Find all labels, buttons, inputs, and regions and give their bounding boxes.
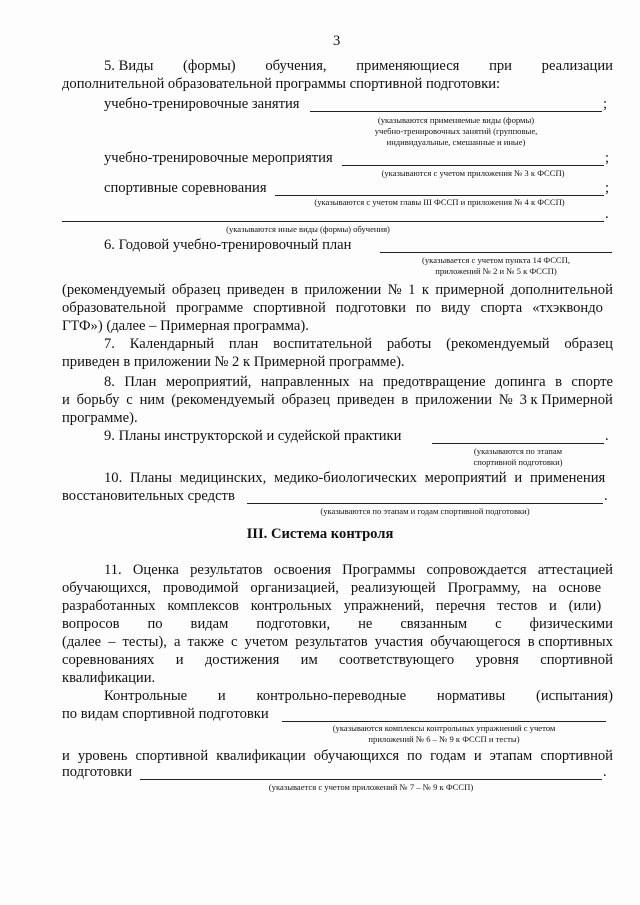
training-sessions-caption-3: индивидуальные, смешанные и иные) [386,137,526,147]
item-5-word-1: 5. Виды [104,58,154,74]
section-heading: III. Система контроля [246,526,394,542]
other-forms-blank [62,221,604,222]
item-11-line-5: (далее – тесты), а также с учетом результатов участия обучающегося в спортивных [62,634,613,650]
other-forms-end: . [605,206,609,222]
training-events-blank [342,165,604,166]
item-10-blank [247,503,603,504]
standards-caption-1: (указываются комплексы контрольных упражнений с учетом [332,723,556,733]
training-events-caption: (указываются с учетом приложения № 3 к ФССП) [381,168,565,178]
other-forms-caption: (указываются иные виды (формы) обучения) [226,224,390,234]
training-sessions-blank [310,111,602,112]
item-6-paragraph-line-1: (рекомендуемый образец приведен в приложении № 1 к примерной дополнительной [62,282,613,298]
item-10-line-1: 10. Планы медицинских, медико-биологических мероприятий и применения [104,470,606,486]
item-10-caption: (указываются по этапам и годам спортивной подготовки) [320,506,530,516]
item-5-word-4: применяющиеся [356,58,460,74]
item-5-word-6: реализации [541,58,613,74]
standards-caption-2: приложений № 6 – № 9 к ФССП и тесты) [368,734,520,744]
item-7-line-2: приведен в приложении № 2 к Примерной программе). [62,354,405,370]
item-5-word-3: обучения, [265,58,327,74]
competitions-end: ; [605,180,610,196]
training-sessions-caption-1: (указываются применяемые виды (формы) [377,115,535,125]
item-10-end: . [604,488,608,504]
competitions-label: спортивные соревнования [104,180,267,196]
item-6-blank [380,252,612,253]
standards-blank [282,721,606,722]
item-9-caption-2: спортивной подготовки) [473,457,563,467]
item-6-paragraph-line-3: ГТФ») (далее – Примерная программа). [62,318,309,334]
standards-line-1: Контрольные и контрольно-переводные нормативы (испытания) [104,688,613,704]
item-6-caption-1: (указывается с учетом пункта 14 ФССП, [421,255,571,265]
item-8-line-2: и борьбу с ним (рекомендуемый образец приведен в приложении № 3 к Примерной [62,392,613,408]
standards-line-2: по видам спортивной подготовки [62,706,269,722]
competitions-caption: (указываются с учетом главы III ФССП и приложения № 4 к ФССП) [314,197,565,207]
item-8-line-3: программе). [62,410,138,426]
item-6-paragraph-line-2: образовательной программе спортивной подготовки по виду спорта «тхэквондо [62,300,603,316]
item-9-blank [432,443,604,444]
qualification-end: . [603,764,607,780]
item-9-caption-1: (указываются по этапам [473,446,563,456]
item-11-line-4: вопросов по видам подготовки, не связанным с физическими [62,616,613,632]
item-11-line-7: квалификации. [62,670,156,686]
item-11-line-2: обучающихся, проводимой организацией, реализующей Программу, на основе [62,580,602,596]
item-11-line-6: соревнованиях и достижения им соответствующего уровня спортивной [62,652,613,668]
training-sessions-end: ; [603,96,608,112]
page-number: 3 [333,33,341,49]
item-7-line-1: 7. Календарный план воспитательной работы (рекомендуемый образец [104,336,613,352]
competitions-blank [275,195,604,196]
training-sessions-label: учебно-тренировочные занятия [104,96,300,112]
item-11-line-3: разработанных комплексов контрольных упражнений, перечня тестов и (или) [62,598,602,614]
item-5-line-2: дополнительной образовательной программы спортивной подготовки: [62,76,501,92]
training-sessions-caption-2: учебно-тренировочных занятий (групповые, [374,126,538,136]
qualification-line-1: и уровень спортивной квалификации обучающихся по годам и этапам спортивной [62,748,613,764]
training-events-end: ; [605,150,610,166]
item-6-text: 6. Годовой учебно-тренировочный план [104,237,352,253]
qualification-caption: (указывается с учетом приложений № 7 – № 9 к ФССП) [268,782,474,792]
item-10-line-2: восстановительных средств [62,488,235,504]
item-9-text: 9. Планы инструкторской и судейской практики [104,428,402,444]
item-6-caption-2: приложений № 2 и № 5 к ФССП) [435,266,557,276]
item-11-line-1: 11. Оценка результатов освоения Программы сопровождается аттестацией [104,562,613,578]
qualification-blank [140,779,602,780]
qualification-line-2: подготовки [62,764,133,780]
item-5-line-1 [104,58,613,75]
item-8-line-1: 8. План мероприятий, направленных на предотвращение допинга в спорте [104,374,613,390]
training-events-label: учебно-тренировочные мероприятия [104,150,333,166]
item-5-word-5: при [489,58,512,74]
item-9-end: . [605,428,609,444]
item-5-word-2: (формы) [183,58,236,74]
